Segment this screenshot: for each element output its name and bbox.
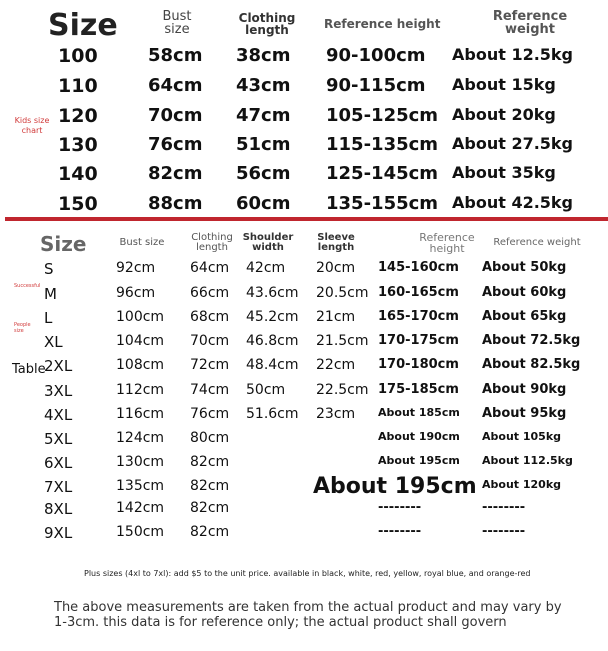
adult-cell-weight: About 120kg	[482, 478, 562, 491]
adult-cell-height: --------	[378, 524, 422, 539]
kids-cell-height: 105-125cm	[326, 105, 439, 126]
kids-cell-bust: 58cm	[148, 45, 203, 66]
adult-cell-shoulder: 51.6cm	[246, 406, 299, 422]
kids-cell-bust: 82cm	[148, 163, 203, 184]
kids-cell-bust: 88cm	[148, 193, 203, 214]
adult-cell-length: 82cm	[190, 500, 230, 516]
kids-cell-length: 51cm	[236, 134, 291, 155]
adult-cell-height: 145-160cm	[378, 260, 459, 275]
adult-cell-sleeve: 21.5cm	[316, 333, 369, 349]
adult-cell-bust: 142cm	[116, 500, 165, 516]
adult-cell-length: 66cm	[190, 285, 230, 301]
kids-cell-size: 150	[58, 193, 98, 215]
adult-cell-weight: About 112.5kg	[482, 454, 573, 467]
adult-cell-length: 82cm	[190, 454, 230, 470]
adult-cell-bust: 112cm	[116, 382, 165, 398]
kids-cell-height: 135-155cm	[326, 193, 439, 214]
kids-cell-size: 120	[58, 105, 98, 127]
adult-cell-shoulder: 46.8cm	[246, 333, 299, 349]
kids-cell-length: 56cm	[236, 163, 291, 184]
adult-cell-size: 3XL	[44, 382, 73, 400]
adult-cell-bust: 104cm	[116, 333, 165, 349]
adult-cell-length: 82cm	[190, 478, 230, 494]
kids-cell-bust: 64cm	[148, 75, 203, 96]
kids-cell-weight: About 27.5kg	[452, 134, 574, 153]
adult-cell-size: 7XL	[44, 478, 73, 496]
kids-cell-weight: About 35kg	[452, 163, 556, 182]
adult-cell-weight: About 90kg	[482, 382, 567, 397]
adult-cell-height: About 190cm	[378, 430, 460, 443]
adult-cell-size: 6XL	[44, 454, 73, 472]
plus-size-footnote: Plus sizes (4xl to 7xl): add $5 to the unit price. available in black, white, red, yellow, royal blue, and orange-red	[84, 569, 531, 578]
adult-header-size: Size	[40, 232, 87, 256]
kids-header-size: Size	[48, 8, 118, 43]
adult-cell-length: 64cm	[190, 260, 230, 276]
adult-cell-bust: 108cm	[116, 357, 165, 373]
measurement-disclaimer: The above measurements are taken from the actual product and may vary by 1-3cm. this data is for reference only; the actual product shall govern	[54, 600, 562, 630]
adult-cell-length: 72cm	[190, 357, 230, 373]
adult-cell-weight: About 72.5kg	[482, 333, 581, 348]
kids-cell-weight: About 20kg	[452, 105, 556, 124]
adult-cell-shoulder: 42cm	[246, 260, 286, 276]
adult-cell-sleeve: 20cm	[316, 260, 356, 276]
kids-header-length: Clothing length	[238, 11, 296, 37]
adult-cell-sleeve: 21cm	[316, 309, 356, 325]
adult-cell-shoulder: 45.2cm	[246, 309, 299, 325]
adult-header-sleeve: Sleeve length	[317, 232, 355, 253]
adult-cell-size: 2XL	[44, 357, 73, 375]
adult-cell-size: S	[44, 260, 54, 278]
kids-cell-length: 38cm	[236, 45, 291, 66]
adult-cell-height: About 195cm	[378, 454, 460, 467]
adult-cell-size: 5XL	[44, 430, 73, 448]
adult-cell-bust: 150cm	[116, 524, 165, 540]
adult-cell-bust: 116cm	[116, 406, 165, 422]
adult-cell-sleeve: 22cm	[316, 357, 356, 373]
adult-cell-weight: About 82.5kg	[482, 357, 581, 372]
kids-cell-length: 47cm	[236, 105, 291, 126]
section-divider	[5, 217, 608, 221]
adult-cell-weight: About 60kg	[482, 285, 567, 300]
kids-cell-bust: 76cm	[148, 134, 203, 155]
adult-cell-sleeve: 23cm	[316, 406, 356, 422]
adult-cell-size: 4XL	[44, 406, 73, 424]
adult-cell-weight: --------	[482, 524, 526, 539]
adult-cell-sleeve: 20.5cm	[316, 285, 369, 301]
adult-cell-shoulder: 50cm	[246, 382, 286, 398]
adult-cell-bust: 96cm	[116, 285, 156, 301]
adult-cell-bust: 135cm	[116, 478, 165, 494]
people-size-label: People size	[14, 322, 31, 334]
kids-cell-size: 110	[58, 75, 98, 97]
kids-cell-height: 125-145cm	[326, 163, 439, 184]
adult-cell-height: 170-180cm	[378, 357, 459, 372]
adult-header-length: Clothing length	[191, 232, 233, 253]
adult-cell-weight: About 105kg	[482, 430, 562, 443]
adult-cell-size: 9XL	[44, 524, 73, 542]
adult-cell-length: 74cm	[190, 382, 230, 398]
kids-cell-bust: 70cm	[148, 105, 203, 126]
kids-header-bust: Bust size	[162, 9, 192, 37]
kids-side-label: Kids size chart	[14, 116, 50, 135]
adult-cell-height: 160-165cm	[378, 285, 459, 300]
adult-cell-weight: About 65kg	[482, 309, 567, 324]
adult-cell-bust: 92cm	[116, 260, 156, 276]
adult-cell-bust: 124cm	[116, 430, 165, 446]
table-label: Table	[12, 362, 46, 377]
adult-cell-size: XL	[44, 333, 63, 351]
adult-cell-weight: About 95kg	[482, 406, 567, 421]
kids-header-height: Reference height	[324, 17, 441, 31]
adult-cell-height: About 185cm	[378, 406, 460, 419]
adult-cell-height: --------	[378, 500, 422, 515]
kids-cell-weight: About 15kg	[452, 75, 556, 94]
adult-cell-shoulder: 43.6cm	[246, 285, 299, 301]
adult-cell-size: L	[44, 309, 53, 327]
adult-header-bust: Bust size	[119, 237, 165, 248]
overlay-about-195cm: About 195cm	[313, 474, 477, 499]
adult-cell-length: 82cm	[190, 524, 230, 540]
kids-cell-height: 90-115cm	[326, 75, 426, 96]
kids-cell-height: 90-100cm	[326, 45, 426, 66]
adult-cell-sleeve: 22.5cm	[316, 382, 369, 398]
adult-cell-weight: --------	[482, 500, 526, 515]
kids-cell-length: 60cm	[236, 193, 291, 214]
kids-cell-size: 140	[58, 163, 98, 185]
successful-label: Successful	[14, 283, 41, 289]
adult-header-weight: Reference weight	[493, 237, 581, 248]
adult-cell-length: 80cm	[190, 430, 230, 446]
adult-cell-height: 175-185cm	[378, 382, 459, 397]
adult-cell-length: 70cm	[190, 333, 230, 349]
adult-cell-size: 8XL	[44, 500, 73, 518]
kids-header-weight: Reference weight	[492, 9, 568, 37]
adult-cell-height: 170-175cm	[378, 333, 459, 348]
adult-cell-size: M	[44, 285, 57, 303]
kids-cell-length: 43cm	[236, 75, 291, 96]
adult-cell-length: 68cm	[190, 309, 230, 325]
adult-cell-bust: 100cm	[116, 309, 165, 325]
adult-cell-height: 165-170cm	[378, 309, 459, 324]
kids-cell-weight: About 12.5kg	[452, 45, 574, 64]
adult-header-shoulder: Shoulder width	[242, 232, 294, 253]
kids-cell-weight: About 42.5kg	[452, 193, 574, 212]
adult-cell-length: 76cm	[190, 406, 230, 422]
adult-cell-weight: About 50kg	[482, 260, 567, 275]
kids-cell-height: 115-135cm	[326, 134, 439, 155]
kids-cell-size: 100	[58, 45, 98, 67]
adult-cell-bust: 130cm	[116, 454, 165, 470]
adult-header-height: Reference height	[419, 231, 475, 255]
adult-cell-shoulder: 48.4cm	[246, 357, 299, 373]
kids-cell-size: 130	[58, 134, 98, 156]
